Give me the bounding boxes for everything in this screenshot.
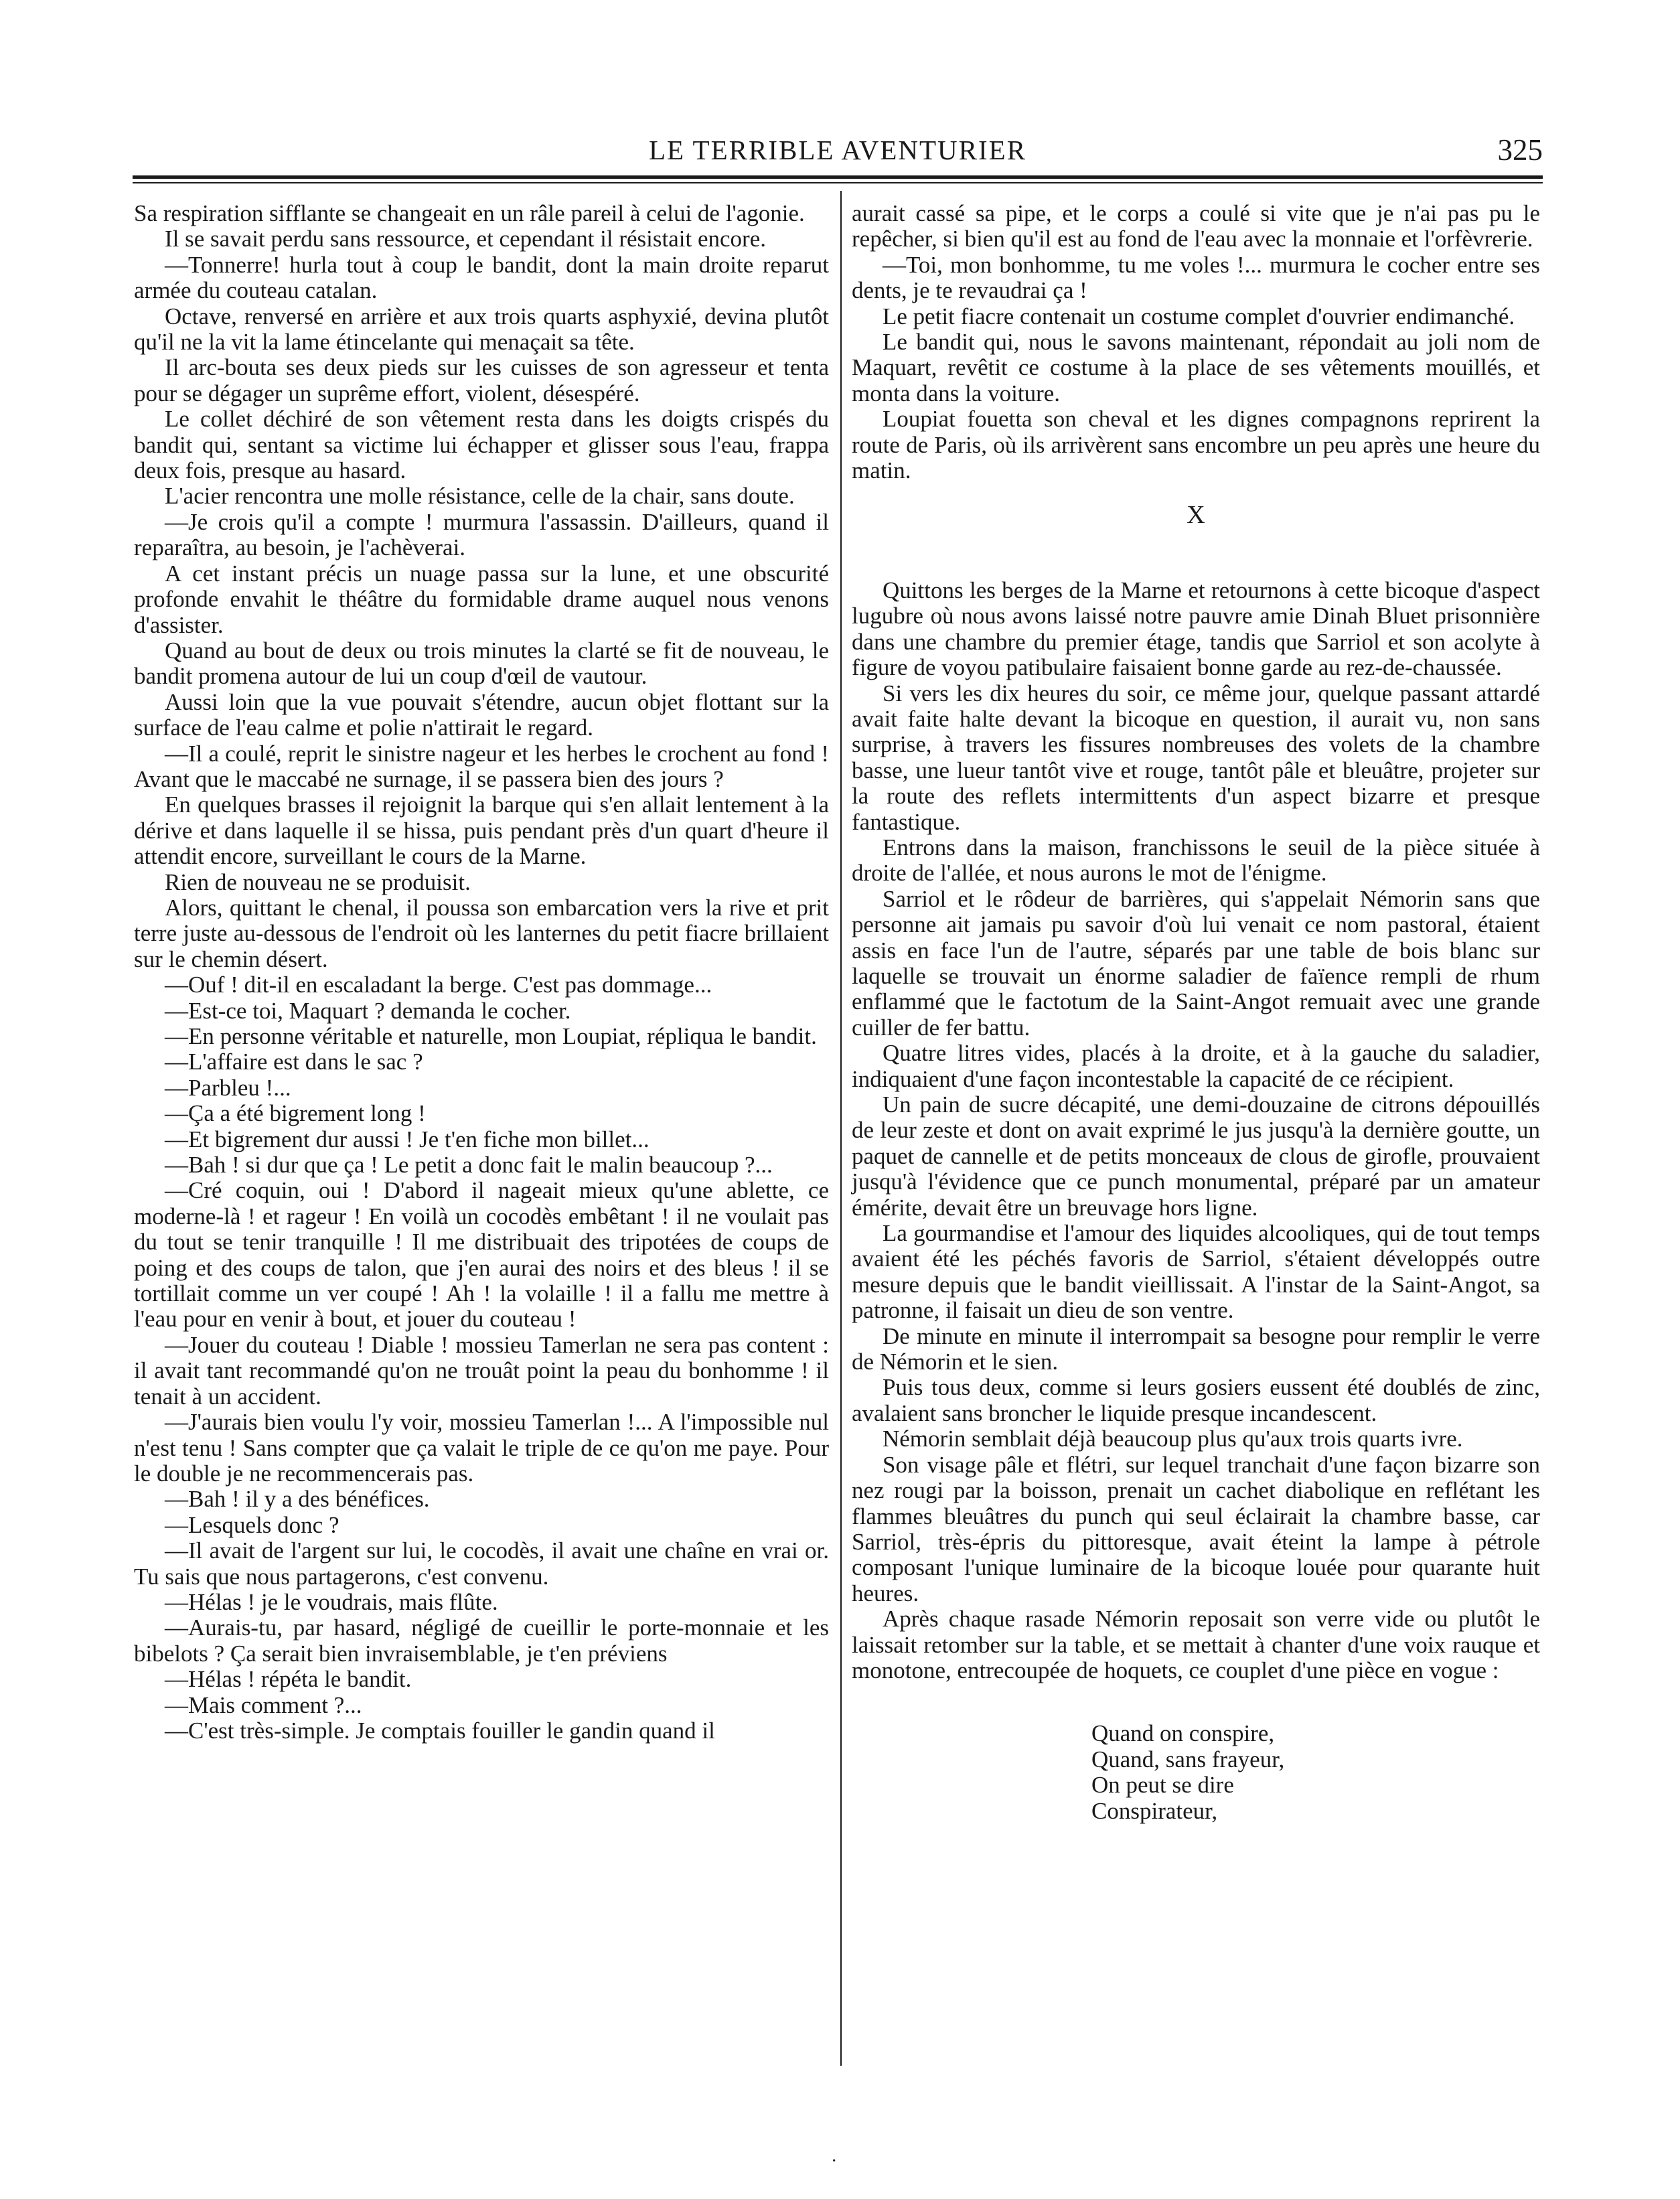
left-column [134,201,829,1744]
page-mark: · [831,2151,838,2172]
paragraph: —Lesquels donc ? [165,1511,339,1538]
paragraph: Entrons dans la maison, franchissons le seuil de la pièce située à droite de l'allée, et nous aurons le mot de l'énigme. [852,834,1540,887]
verse-line: On peut se dire [1091,1772,1234,1799]
page-header [133,133,1543,173]
paragraph: Il arc-bouta ses deux pieds sur les cuisses de son agresseur et tenta pour se dégager un suprême effort, violent, désespéré. [134,354,829,406]
verse-line: Conspirateur, [1091,1797,1218,1824]
paragraph: Némorin semblait déjà beaucoup plus qu'aux trois quarts ivre. [883,1426,1463,1452]
paragraph: De minute en minute il interrompait sa besogne pour remplir le verre de Némorin et le sien. [852,1322,1540,1375]
paragraph: Quittons les berges de la Marne et retournons à cette bicoque d'aspect lugubre où nous avons laissé notre pauvre amie Dinah Bluet prisonnière dans une chambre du premier étage, tandis que Sarriol et son acolyte à figure de voyou patibulaire faisaient bonne garde au rez-de-chaussée. [852,577,1540,681]
paragraph: —Est-ce toi, Maquart ? demanda le cocher. [165,997,571,1024]
right-column [852,201,1540,1824]
paragraph: —Bah ! il y a des bénéfices. [165,1486,430,1513]
paragraph: Le collet déchiré de son vêtement resta dans les doigts crispés du bandit qui, sentant sa victime lui échapper et glisser sous l'eau, frappa deux fois, presque au hasard. [134,406,829,484]
paragraph: Le bandit qui, nous le savons maintenant, répondait au joli nom de Maquart, revêtit ce costume à la place de ses vêtements mouillés, et monta dans la voiture. [852,329,1540,406]
paragraph: —Ça a été bigrement long ! [165,1100,426,1127]
paragraph: Un pain de sucre décapité, une demi-douzaine de citrons dépouillés de leur zeste et dont on avait exprimé le jus jusqu'à la dernière goutte, un paquet de cannelle et de petits monceaux de clous de girofle, prouvaient jusqu'à l'évidence que ce punch monumental, préparé par un amateur émérite, devait être un breuvage hors ligne. [852,1091,1540,1221]
song-verse [852,1721,1540,1824]
paragraph: —Hélas ! je le voudrais, mais flûte. [165,1588,498,1615]
paragraph: Octave, renversé en arrière et aux trois quarts asphyxié, devina plutôt qu'il ne la vit la lame étincelante qui menaçait sa tête. [134,303,829,356]
paragraph: —Toi, mon bonhomme, tu me voles !... murmura le cocher entre ses dents, je te revaudrai ça ! [852,251,1540,304]
verse-line: Quand, sans frayeur, [1091,1746,1285,1772]
chapter-heading: X [1187,501,1205,530]
paragraph: —Aurais-tu, par hasard, négligé de cueillir le porte-monnaie et les bibelots ? Ça serait bien invraisemblable, je t'en préviens [134,1614,829,1667]
paragraph: —C'est très-simple. Je comptais fouiller le gandin quand il [165,1717,715,1744]
paragraph: —Hélas ! répéta le bandit. [165,1666,412,1693]
paragraph: aurait cassé sa pipe, et le corps a coulé si vite que je n'ai pas pu le repêcher, si bien qu'il est au fond de l'eau avec la monnaie et l'orfèvrerie. [852,200,1540,252]
paragraph: Après chaque rasade Némorin reposait son verre vide ou plutôt le laissait retomber sur la table, et se mettait à chanter d'une voix rauque et monotone, entrecoupée de hoquets, ce couplet d'une pièce en vogue : [852,1606,1540,1683]
paragraph: Alors, quittant le chenal, il poussa son embarcation vers la rive et prit terre juste au-dessous de l'endroit où les lanternes du petit fiacre brillaient sur le chemin désert. [134,894,829,972]
running-title: LE TERRIBLE AVENTURIER [648,135,1027,165]
paragraph: —Je crois qu'il a compte ! murmura l'assassin. D'ailleurs, quand il reparaîtra, au besoin, je l'achèverai. [134,508,829,561]
paragraph: Loupiat fouetta son cheval et les dignes compagnons reprirent la route de Paris, où ils arrivèrent sans encombre un peu après une heure du matin. [852,406,1540,484]
paragraph: —Parbleu !... [165,1074,291,1101]
paragraph: Sa respiration sifflante se changeait en un râle pareil à celui de l'agonie. [134,200,805,226]
paragraph: —Jouer du couteau ! Diable ! mossieu Tamerlan ne sera pas content : il avait tant recommandé qu'on ne trouât point la peau du bonhomme ! il tenait à un accident. [134,1331,829,1410]
paragraph: Le petit fiacre contenait un costume complet d'ouvrier endimanché. [883,303,1515,329]
paragraph: —Ouf ! dit-il en escaladant la berge. C'est pas dommage... [165,972,712,998]
paragraph: —Mais comment ?... [165,1691,362,1718]
header-rule [133,175,1543,179]
paragraph: L'acier rencontra une molle résistance, celle de la chair, sans doute. [165,483,795,510]
header-rule-thin [133,182,1543,183]
paragraph: Il se savait perdu sans ressource, et cependant il résistait encore. [165,226,766,252]
paragraph: A cet instant précis un nuage passa sur la lune, et une obscurité profonde envahit le théâtre du formidable drame auquel nous venons d'assister. [134,560,829,638]
paragraph: —Il a coulé, reprit le sinistre nageur et les herbes le crochent au fond ! Avant que le maccabé ne surnage, il se passera bien des jours ? [134,740,829,792]
paragraph: —Tonnerre! hurla tout à coup le bandit, dont la main droite reparut armée du couteau catalan. [134,251,829,304]
paragraph: —En personne véritable et naturelle, mon Loupiat, répliqua le bandit. [165,1023,817,1049]
page-number: 325 [1497,133,1543,167]
verse-line: Quand on conspire, [1091,1720,1275,1747]
paragraph: Aussi loin que la vue pouvait s'étendre, aucun objet flottant sur la surface de l'eau calme et polie n'attirait le regard. [134,688,829,741]
paragraph: Puis tous deux, comme si leurs gosiers eussent été doublés de zinc, avalaient sans broncher le liquide presque incandescent. [852,1374,1540,1426]
paragraph: Sarriol et le rôdeur de barrières, qui s'appelait Némorin sans que personne ait jamais pu savoir d'où lui venait ce nom pastoral, étaient assis en face l'un de l'autre, séparés par une table de bois blanc sur laquelle se trouvait un énorme saladier de faïence rempli de rhum enflammé que le factotum de la Saint-Angot remuait avec une grande cuiller de fer battu. [852,885,1540,1041]
paragraph: Quand au bout de deux ou trois minutes la clarté se fit de nouveau, le bandit promena autour de lui un coup d'œil de vautour. [134,637,829,690]
paragraph: Quatre litres vides, placés à la droite, et à la gauche du saladier, indiquaient d'une façon incontestable la capacité de ce récipient. [852,1040,1540,1092]
paragraph: Rien de nouveau ne se produisit. [165,868,471,895]
paragraph: —Il avait de l'argent sur lui, le cocodès, il avait une chaîne en vrai or. Tu sais que nous partagerons, c'est convenu. [134,1537,829,1590]
paragraph: —J'aurais bien voulu l'y voir, mossieu Tamerlan !... A l'impossible nul n'est tenu ! Sans compter que ça valait le triple de ce qu'on me paye. Pour le double je ne recommencerais pas. [134,1409,829,1487]
paragraph: Si vers les dix heures du soir, ce même jour, quelque passant attardé avait faite halte devant la bicoque en question, il aurait vu, non sans surprise, à travers les fissures nombreuses des volets de la chambre basse, une lueur tantôt vive et rouge, tantôt pâle et bleuâtre, projeter sur la route des reflets intermittents d'un aspect bizarre et presque fantastique. [852,680,1540,835]
paragraph: Son visage pâle et flétri, sur lequel tranchait d'une façon bizarre son nez rougi par la boisson, prenait un cachet diabolique en reflétant les flammes bleuâtres du punch qui seul éclairait la chambre basse, car Sarriol, très-épris du pittoresque, avait éteint la lampe à pétrole composant l'unique luminaire de la bicoque louée pour quarante huit heures. [852,1451,1540,1606]
paragraph: La gourmandise et l'amour des liquides alcooliques, qui de tout temps avaient été les péchés favoris de Sarriol, s'étaient développés outre mesure depuis que le bandit vieillissait. A l'instar de la Saint-Angot, sa patronne, il faisait un dieu de son ventre. [852,1220,1540,1324]
paragraph: —Cré coquin, oui ! D'abord il nageait mieux qu'une ablette, ce moderne-là ! et rageur ! En voilà un cocodès embêtant ! il ne voulait pas du tout se tenir tranquille ! Il me distribuait des tripotées de coups de poing et des coups de talon, que j'en aurai des noirs et des bleus ! il se tortillait comme un ver coupé ! Ah ! la volaille ! il a fallu me mettre à l'eau pour en venir à bout, et jouer du couteau ! [134,1177,829,1333]
paragraph: —L'affaire est dans le sac ? [165,1049,423,1075]
paragraph: —Et bigrement dur aussi ! Je t'en fiche mon billet... [165,1126,650,1152]
paragraph: —Bah ! si dur que ça ! Le petit a donc fait le malin beaucoup ?... [165,1152,773,1179]
column-divider [840,191,842,2066]
paragraph: En quelques brasses il rejoignit la barque qui s'en allait lentement à la dérive et dans laquelle il se hissa, puis pendant près d'un quart d'heure il attendit encore, surveillant le cours de la Marne. [134,791,829,870]
